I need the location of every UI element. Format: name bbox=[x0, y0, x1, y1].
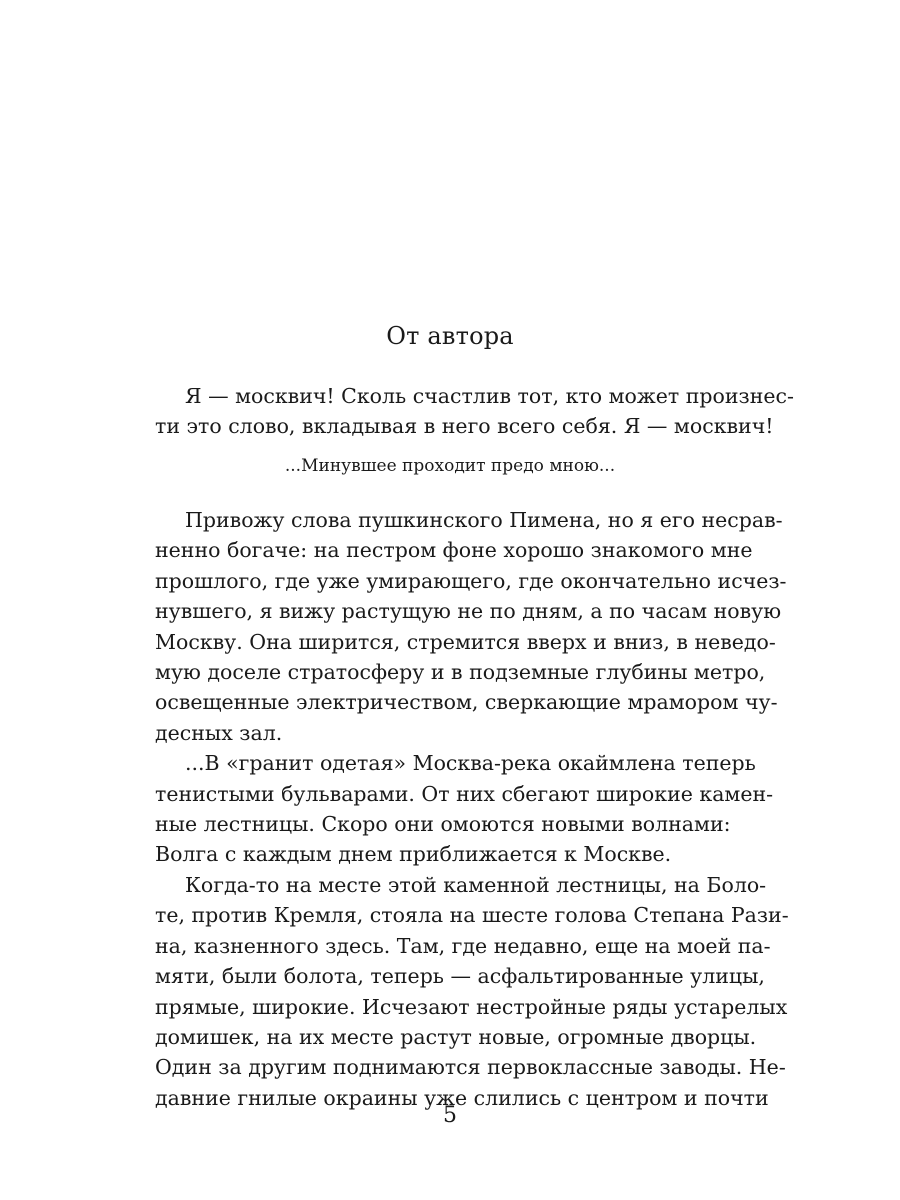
epigraph: ...Минувшее проходит предо мною... bbox=[284, 456, 616, 476]
text-line: прямые, широкие. Исчезают нестройные ряды устарелых bbox=[155, 994, 788, 1019]
chapter-heading: От автора bbox=[386, 322, 514, 350]
paragraph bbox=[155, 505, 787, 748]
body-text bbox=[155, 505, 789, 1113]
text-line: Привожу слова пушкинского Пимена, но я его несрав- bbox=[185, 508, 783, 532]
paragraph bbox=[155, 748, 774, 870]
text-line: мяти, были болота, теперь — асфальтированные улицы, bbox=[155, 964, 765, 989]
text-line: нувшего, я вижу растущую не по дням, а по часам новую bbox=[155, 599, 782, 624]
page-number: 5 bbox=[443, 1103, 457, 1128]
text-line: ные лестницы. Скоро они омоются новыми волнами: bbox=[155, 812, 731, 837]
text-line: прошлого, где уже умирающего, где окончательно исчез- bbox=[155, 568, 787, 593]
text-line: домишек, на их месте растут новые, огромные дворцы. bbox=[155, 1024, 757, 1049]
intro-paragraph bbox=[155, 381, 794, 442]
text-line: Я — москвич! Сколь счастлив тот, кто может произнес- bbox=[185, 384, 794, 408]
text-line: ненно богаче: на пестром фоне хорошо знакомого мне bbox=[155, 538, 753, 563]
text-line: Волга с каждым днем приближается к Москве. bbox=[155, 842, 672, 867]
text-line: давние гнилые окраины уже слились с центром и почти bbox=[155, 1085, 769, 1110]
text-line: те, против Кремля, стояла на шесте голова Степана Рази- bbox=[155, 903, 789, 928]
text-line: тенистыми бульварами. От них сбегают широкие камен- bbox=[155, 781, 774, 806]
text-line: на, казненного здесь. Там, где недавно, еще на моей па- bbox=[155, 933, 771, 958]
text-line: освещенные электричеством, сверкающие мрамором чу- bbox=[155, 690, 778, 715]
text-line: десных зал. bbox=[155, 720, 283, 745]
text-line: Когда-то на месте этой каменной лестницы, на Боло- bbox=[185, 872, 767, 897]
text-line: ти это слово, вкладывая в него всего себя. Я — москвич! bbox=[155, 414, 774, 439]
paragraph bbox=[155, 870, 789, 1113]
text-line: ...В «гранит одетая» Москва-река окаймлена теперь bbox=[185, 751, 756, 776]
text-line: мую доселе стратосферу и в подземные глубины метро, bbox=[155, 660, 766, 685]
text-line: Один за другим поднимаются первоклассные заводы. Не- bbox=[155, 1055, 786, 1080]
text-line: Москву. Она ширится, стремится вверх и вниз, в неведо- bbox=[155, 629, 776, 654]
